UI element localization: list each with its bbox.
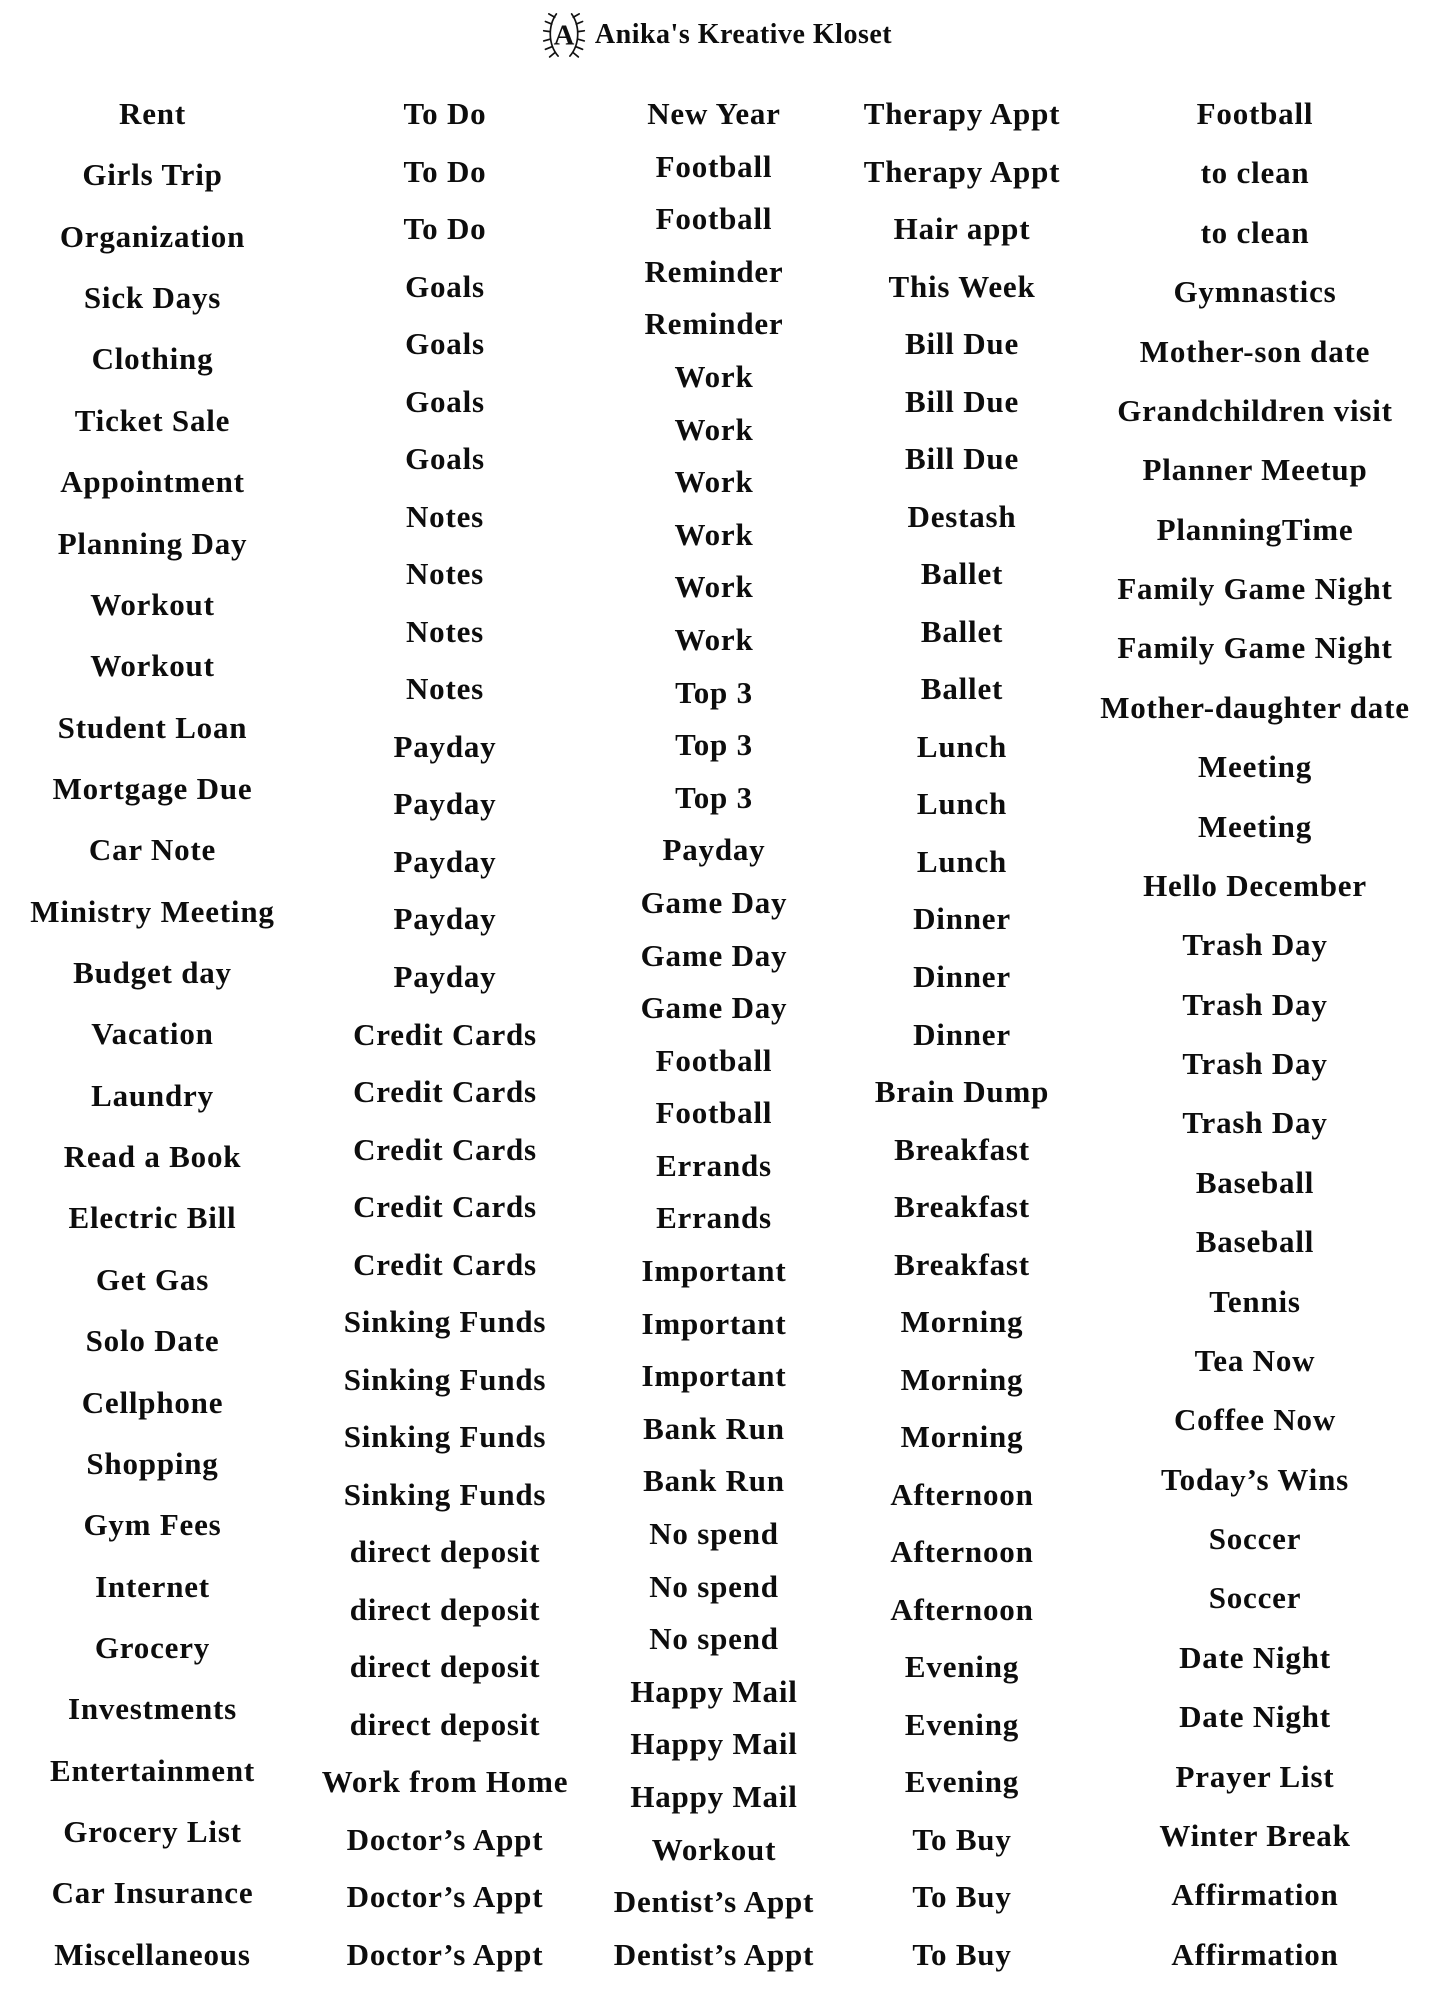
word-item: Credit Cards [353, 1074, 537, 1110]
word-item: Date Night [1179, 1639, 1331, 1675]
word-item: Dinner [913, 901, 1011, 937]
word-item: Vacation [91, 1016, 214, 1052]
word-item: Lunch [916, 728, 1008, 764]
word-item: Important [641, 1253, 787, 1289]
word-item: to clean [1200, 155, 1310, 191]
word-item: To Do [403, 96, 487, 131]
word-item: Coffee Now [1173, 1402, 1337, 1438]
word-item: Cellphone [81, 1384, 224, 1420]
word-item: Work [674, 621, 754, 657]
word-item: No spend [649, 1621, 779, 1657]
word-item: Credit Cards [353, 1246, 537, 1282]
word-item: Read a Book [63, 1139, 242, 1175]
word-item: Brain Dump [874, 1074, 1050, 1110]
word-item: Payday [393, 958, 497, 994]
logo-letter: A [553, 19, 575, 52]
word-item: Mortgage Due [52, 770, 253, 806]
word-item: Car Note [88, 832, 217, 868]
word-item: Bill Due [904, 383, 1020, 419]
word-item: Morning [900, 1419, 1024, 1455]
word-item: Winter Break [1159, 1817, 1351, 1853]
word-item: Shopping [86, 1445, 219, 1481]
word-item: Family Game Night [1117, 571, 1393, 606]
word-item: Clothing [91, 341, 214, 377]
word-item: Ticket Sale [74, 402, 231, 438]
word-item: direct deposit [349, 1534, 541, 1570]
word-item: Payday [393, 728, 497, 764]
word-item: Affirmation [1171, 1936, 1339, 1972]
word-item: Morning [900, 1361, 1024, 1397]
word-item: Sinking Funds [343, 1304, 547, 1340]
word-item: Therapy Appt [863, 153, 1061, 189]
word-item: Solo Date [85, 1323, 220, 1359]
word-item: Payday [393, 843, 497, 879]
word-item: Evening [904, 1649, 1020, 1685]
word-item: Grocery [94, 1629, 211, 1665]
word-item: Football [1196, 96, 1314, 131]
word-item: Dinner [913, 958, 1011, 994]
word-item: Sinking Funds [343, 1476, 547, 1512]
word-item: Game Day [640, 884, 788, 920]
word-item: Trash Day [1182, 986, 1328, 1022]
page-title: Anika's Kreative Kloset [594, 19, 893, 50]
word-item: Electric Bill [68, 1200, 237, 1236]
word-item: Payday [393, 901, 497, 937]
word-item: Top 3 [675, 779, 753, 815]
word-item: Afternoon [890, 1591, 1034, 1627]
word-item: Date Night [1179, 1699, 1331, 1735]
word-item: Work [674, 569, 754, 605]
word-item: To Buy [912, 1879, 1012, 1915]
word-item: Hair appt [893, 211, 1031, 247]
word-item: This Week [888, 268, 1036, 304]
word-item: Ministry Meeting [30, 893, 275, 929]
word-item: Happy Mail [630, 1673, 798, 1709]
word-item: Affirmation [1171, 1877, 1339, 1913]
word-item: Gym Fees [83, 1507, 222, 1543]
word-item: Credit Cards [353, 1189, 537, 1225]
word-item: Baseball [1195, 1164, 1315, 1200]
word-item: Afternoon [890, 1476, 1034, 1512]
word-column-2 [305, 98, 585, 1970]
word-item: Doctor’s Appt [346, 1879, 544, 1915]
word-item: Work from Home [321, 1764, 569, 1800]
word-item: to clean [1200, 214, 1310, 250]
word-item: Bill Due [904, 326, 1020, 362]
word-item: Goals [405, 441, 485, 477]
word-item: Important [641, 1358, 787, 1394]
word-item: Planner Meetup [1142, 452, 1368, 488]
word-item: Appointment [60, 464, 245, 500]
word-item: No spend [649, 1568, 779, 1604]
word-item: direct deposit [349, 1591, 541, 1627]
word-item: Breakfast [894, 1246, 1030, 1282]
word-column-1 [0, 98, 305, 1970]
laurel-monogram-icon [537, 8, 591, 62]
word-item: Work [674, 516, 754, 552]
word-item: Notes [405, 671, 485, 707]
word-item: PlanningTime [1156, 511, 1354, 547]
word-item: Dinner [913, 1016, 1011, 1052]
word-item: Prayer List [1175, 1758, 1335, 1794]
word-item: Get Gas [95, 1261, 210, 1297]
word-item: Football [655, 1095, 773, 1131]
word-item: Evening [904, 1764, 1020, 1800]
word-item: Goals [405, 383, 485, 419]
word-item: Afternoon [890, 1534, 1034, 1570]
word-item: Workout [90, 586, 215, 622]
word-item: Work [674, 464, 754, 500]
word-item: To Buy [912, 1937, 1012, 1972]
word-item: Trash Day [1182, 1105, 1328, 1141]
word-item: Work [674, 358, 754, 394]
word-item: To Do [403, 211, 487, 247]
word-item: Notes [405, 556, 485, 592]
word-item: Bank Run [643, 1463, 785, 1499]
word-item: Reminder [644, 306, 784, 342]
word-item: Payday [662, 832, 766, 868]
word-column-4 [843, 98, 1081, 1970]
word-item: Payday [393, 786, 497, 822]
word-item: Hello December [1143, 867, 1367, 903]
word-item: Grocery List [63, 1814, 242, 1850]
word-item: Breakfast [894, 1189, 1030, 1225]
word-item: Trash Day [1182, 1046, 1328, 1081]
word-item: Rent [119, 96, 186, 131]
word-item: Bank Run [643, 1410, 785, 1446]
word-item: Morning [900, 1304, 1024, 1340]
word-item: Game Day [640, 990, 788, 1026]
word-item: Dentist’s Appt [613, 1884, 815, 1920]
word-item: Work [674, 411, 754, 447]
word-item: Organization [59, 218, 246, 254]
word-item: Trash Day [1182, 927, 1328, 963]
word-item: Credit Cards [353, 1016, 537, 1052]
word-item: Bill Due [904, 441, 1020, 477]
word-item: Top 3 [675, 674, 753, 710]
word-item: Sinking Funds [343, 1361, 547, 1397]
word-item: Notes [405, 498, 485, 534]
word-item: Ballet [920, 556, 1004, 592]
word-item: Doctor’s Appt [346, 1937, 544, 1972]
word-item: direct deposit [349, 1649, 541, 1685]
word-item: Ballet [920, 671, 1004, 707]
word-item: Girls Trip [82, 157, 223, 193]
word-item: Laundry [91, 1077, 214, 1113]
word-item: Football [655, 1042, 773, 1078]
word-item: direct deposit [349, 1706, 541, 1742]
brand-header [0, 0, 1429, 62]
word-item: Meeting [1197, 808, 1313, 844]
word-item: Therapy Appt [863, 96, 1061, 131]
word-item: Destash [907, 498, 1017, 534]
word-item: Today’s Wins [1161, 1461, 1349, 1497]
word-item: Car Insurance [51, 1875, 254, 1911]
word-item: To Buy [912, 1821, 1012, 1857]
word-item: Internet [95, 1568, 210, 1604]
word-item: Goals [405, 326, 485, 362]
word-item: Errands [656, 1147, 772, 1183]
word-item: Student Loan [57, 709, 248, 745]
word-item: No spend [649, 1516, 779, 1552]
word-item: Mother-son date [1139, 333, 1371, 369]
word-item: Investments [68, 1691, 237, 1727]
word-item: Errands [656, 1200, 772, 1236]
word-column-3 [585, 98, 843, 1970]
word-item: Breakfast [894, 1131, 1030, 1167]
word-item: Sinking Funds [343, 1419, 547, 1455]
word-columns [0, 62, 1429, 1970]
word-item: Tea Now [1194, 1342, 1316, 1378]
word-item: Soccer [1208, 1580, 1302, 1616]
word-item: New Year [647, 96, 781, 131]
word-item: Workout [90, 648, 215, 684]
word-item: Lunch [916, 786, 1008, 822]
word-item: Mother-daughter date [1100, 689, 1410, 725]
word-item: Soccer [1208, 1521, 1302, 1556]
word-item: Dentist’s Appt [613, 1936, 815, 1972]
word-item: Budget day [73, 955, 232, 991]
word-item: Important [641, 1305, 787, 1341]
word-item: Grandchildren visit [1117, 392, 1393, 428]
word-item: Sick Days [83, 280, 222, 316]
word-item: Workout [651, 1831, 777, 1867]
word-item: Football [655, 148, 773, 184]
word-column-5 [1081, 98, 1429, 1970]
word-item: Meeting [1197, 749, 1313, 785]
word-item: Entertainment [50, 1752, 255, 1788]
word-item: Notes [405, 613, 485, 649]
word-item: Gymnastics [1173, 274, 1337, 310]
word-item: Baseball [1195, 1224, 1315, 1260]
word-item: Lunch [916, 843, 1008, 879]
word-item: Game Day [640, 937, 788, 973]
word-item: Happy Mail [630, 1779, 798, 1814]
word-item: Top 3 [675, 727, 753, 763]
word-item: To Do [403, 153, 487, 189]
word-item: Evening [904, 1706, 1020, 1742]
word-item: Football [655, 201, 773, 237]
word-item: Ballet [920, 613, 1004, 649]
word-item: Doctor’s Appt [346, 1821, 544, 1857]
word-item: Reminder [644, 253, 784, 289]
word-item: Miscellaneous [54, 1936, 251, 1972]
word-item: Credit Cards [353, 1131, 537, 1167]
word-item: Goals [405, 268, 485, 304]
word-item: Planning Day [57, 525, 248, 561]
word-item: Tennis [1209, 1283, 1301, 1319]
word-item: Family Game Night [1117, 630, 1393, 666]
word-item: Happy Mail [630, 1726, 798, 1762]
